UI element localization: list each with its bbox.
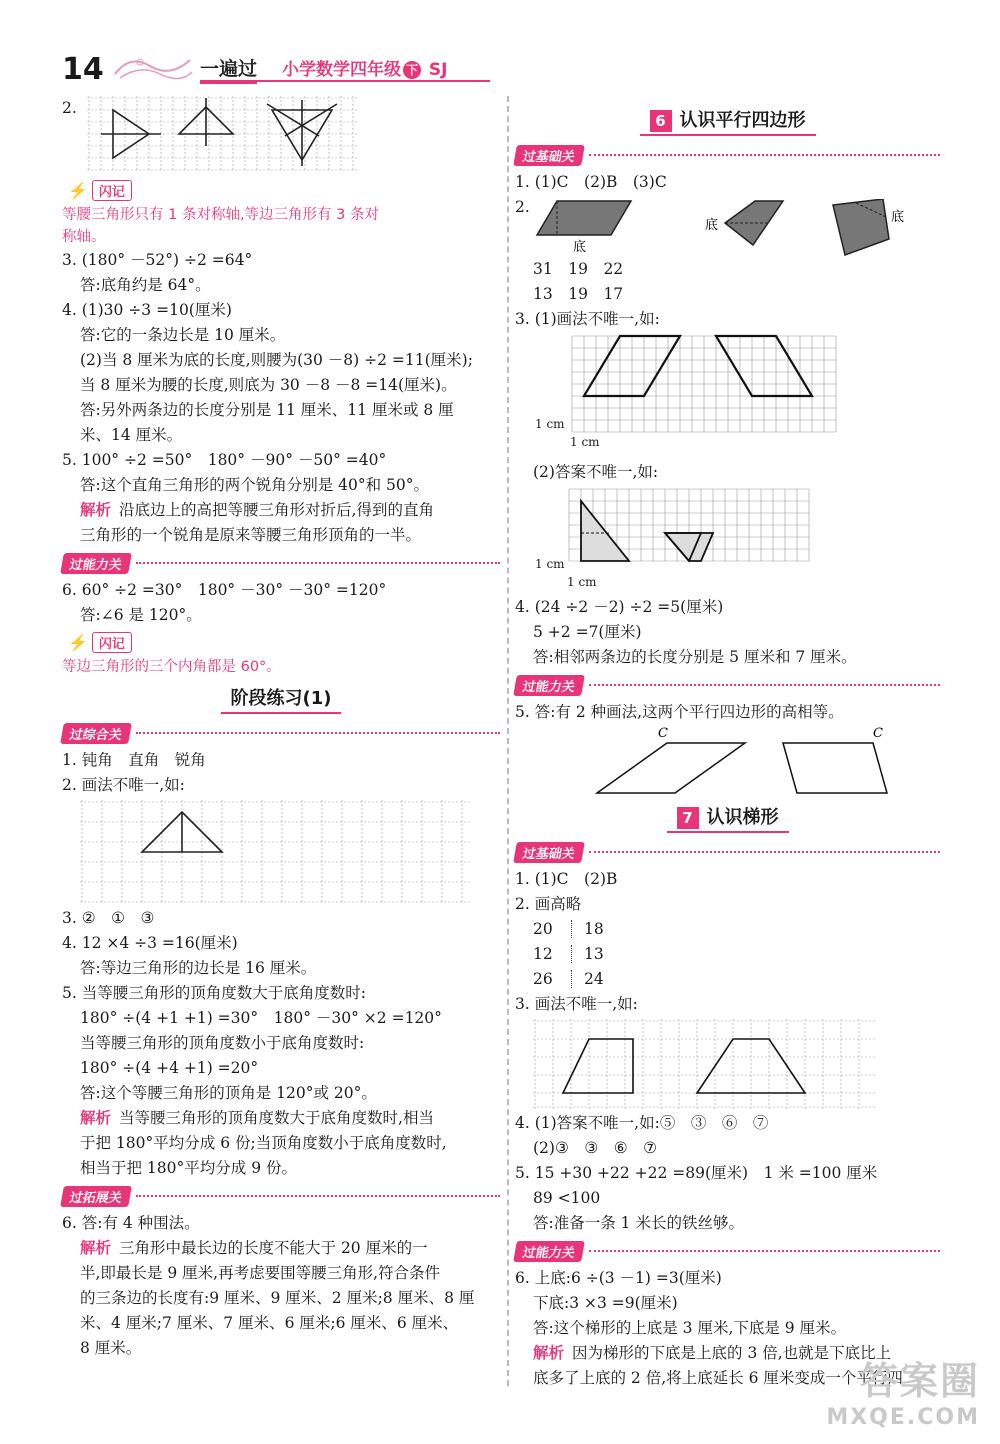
lightning-icon: ⚡: [68, 180, 88, 200]
s5-case2: 当等腰三角形的顶角度数小于底角度数时:: [80, 1034, 365, 1052]
point-c-label-1: C: [658, 726, 668, 741]
analysis-label: 解析: [80, 501, 112, 519]
point-c-label-2: C: [873, 726, 883, 741]
subject-title: [282, 55, 448, 80]
s5-analysis-b: 于把 180°平均分成 6 份;当顶角度数小于底角度数时,: [80, 1134, 447, 1152]
q5-analysis: [62, 498, 500, 523]
t6-calc: 下底:3 ×3 =9(厘米): [533, 1294, 678, 1312]
flash-label: 闪记: [92, 632, 132, 653]
tag-rule: [589, 684, 940, 686]
q4-part2-answer-b: 米、14 厘米。: [80, 426, 183, 444]
section-6-title: [515, 106, 940, 136]
unit-label-v2: 1 cm: [535, 557, 565, 571]
s6-analysis-d: 米、4 厘米;7 厘米、7 厘米、6 厘米;6 厘米、6 厘米、: [80, 1314, 459, 1332]
edition-label: SJ: [428, 60, 448, 80]
r4: 4. (24 ÷2 －2) ÷2 =5(厘米): [515, 598, 724, 616]
q4-part2-answer: 答:另外两条边的长度分别是 11 厘米、11 厘米或 8 厘: [80, 401, 454, 419]
q3-answer: 答:底角约是 64°。: [80, 276, 211, 294]
flash-note-1b: 称轴。: [62, 229, 106, 245]
t4: 4. (1)答案不唯一,如:⑤ ③ ⑥ ⑦: [515, 1114, 769, 1132]
q4-answer: 答:它的一条边长是 10 厘米。: [80, 326, 286, 344]
s4: 4. 12 ×4 ÷3 =16(厘米): [62, 934, 238, 952]
s5-analysis: [62, 1106, 500, 1131]
section-6-number: 6: [650, 110, 672, 132]
t5: 5. 15 +30 +22 +22 =89(厘米) 1 米 =100 厘米: [515, 1164, 878, 1182]
q5-analysis-text: 沿底边上的高把等腰三角形对折后,得到的直角: [119, 501, 434, 519]
r3-part2: (2)答案不唯一,如:: [533, 463, 659, 481]
r5: 5. 答:有 2 种画法,这两个平行四边形的高相等。: [515, 703, 844, 721]
subject-name: 小学数学四年级: [282, 60, 401, 80]
t3: 3. 画法不唯一,如:: [515, 995, 638, 1013]
tag-rule: [136, 562, 500, 564]
s1: 1. 钝角 直角 锐角: [62, 751, 206, 769]
t2-row1: 20 18: [533, 920, 604, 938]
two-parallelograms-figure: [585, 725, 945, 797]
r1: 1. (1)C (2)B (3)C: [515, 173, 667, 191]
tag-label: 过基础关: [513, 145, 585, 166]
q6: 6. 60° ÷2 =30° 180° －30° －30° =120°: [62, 581, 387, 599]
s6-analysis-b: 半,即最长是 9 厘米,再考虑要围等腰三角形,符合条件: [80, 1264, 440, 1282]
page-header: [0, 0, 1000, 90]
r3: 3. (1)画法不唯一,如:: [515, 310, 660, 328]
watermark: [826, 1350, 980, 1430]
s5-calc2: 180° ÷(4 +4 +1) =20°: [80, 1059, 259, 1077]
page-number: 14: [62, 52, 104, 87]
analysis-label: 解析: [80, 1239, 112, 1257]
tag-label: 过基础关: [513, 842, 585, 863]
t6-analysis-text: 因为梯形的下底是上底的 3 倍,也就是下底比上: [572, 1344, 892, 1362]
tag-extension: [62, 1183, 500, 1209]
tag-rule: [136, 732, 500, 734]
trapezoid-grid: [533, 1019, 878, 1109]
parallelogram-grid-2: [567, 487, 817, 573]
lightning-icon: ⚡: [68, 632, 88, 652]
q4-part2b: 当 8 厘米为腰的长度,则底为 30 －8 －8 =14(厘米)。: [80, 376, 457, 394]
tag-basic-2: [515, 839, 940, 865]
r3-grid-2: [515, 485, 940, 595]
section-7-name: 认识梯形: [706, 807, 779, 828]
r3-grid-1: [515, 332, 940, 460]
analysis-label: 解析: [533, 1344, 565, 1362]
t6-analysis-b: 底多了上底的 2 倍,将上底延长 6 厘米变成一个平行四: [533, 1369, 903, 1387]
t2: 2. 画高略: [515, 895, 582, 913]
triangle-symmetry-grid: [87, 96, 362, 174]
r2-row1: 31 19 22: [533, 260, 624, 278]
tag-rule: [589, 154, 940, 156]
parallelogram-heights-figure: [533, 199, 913, 257]
tag-label: 过拓展关: [60, 1186, 132, 1207]
r2-label: 2.: [515, 198, 530, 216]
q3: 3. (180° －52°) ÷2 =64°: [62, 251, 253, 269]
s5-calc1: 180° ÷(4 +1 +1) =30° 180° －30° ×2 =120°: [80, 1009, 442, 1027]
flash-note-tag-2: [68, 630, 500, 654]
s4-answer: 答:等边三角形的边长是 16 厘米。: [80, 959, 317, 977]
analysis-label: 解析: [80, 1109, 112, 1127]
flash-note-tag-1: [68, 178, 500, 202]
q2-block: [62, 92, 500, 176]
q5-answer: 答:这个直角三角形的两个锐角分别是 40°和 50°。: [80, 476, 430, 494]
header-underline: [200, 80, 490, 82]
section-7-number: 7: [677, 807, 699, 829]
t6: 6. 上底:6 ÷(3 －1) =3(厘米): [515, 1269, 722, 1287]
brand-logo: 一遍过: [200, 54, 257, 84]
t5-compare: 89 <100: [533, 1189, 601, 1207]
tag-ability-1: [62, 550, 500, 576]
parallelogram-grid-1: [570, 334, 840, 444]
watermark-line-2: MXQE.COM: [826, 1405, 980, 1430]
tag-rule: [589, 851, 940, 853]
stage-practice-title: 阶段练习(1): [62, 684, 500, 714]
q4: 4. (1)30 ÷3 =10(厘米): [62, 301, 232, 319]
q5-analysis-b: 三角形的一个锐角是原来等腰三角形顶角的一半。: [80, 526, 422, 544]
base-label-1: 底: [573, 240, 587, 255]
s5-analysis-c: 相当于把 180°平均分成 9 份。: [80, 1159, 297, 1177]
q6-answer: 答:∠6 是 120°。: [80, 606, 202, 624]
term-badge: 下: [403, 61, 421, 79]
s3: 3. ② ① ③: [62, 909, 155, 927]
watermark-line-1: 答案圈: [859, 1359, 980, 1403]
left-column: [62, 92, 500, 1361]
flash-note-1: 等腰三角形只有 1 条对称轴,等边三角形有 3 条对: [62, 207, 379, 223]
tag-basic-1: [515, 142, 940, 168]
base-label-3: 底: [891, 210, 905, 225]
t4-part2: (2)③ ③ ⑥ ⑦: [533, 1139, 658, 1157]
s6-analysis: [62, 1236, 500, 1261]
s5-answer: 答:这个等腰三角形的顶角是 120°或 20°。: [80, 1084, 377, 1102]
s2-triangle-grid: [80, 800, 475, 904]
s6-analysis-c: 的三条边的长度有:9 厘米、9 厘米、2 厘米;8 厘米、8 厘: [80, 1289, 475, 1307]
t5-answer: 答:准备一条 1 米长的铁丝够。: [533, 1214, 744, 1232]
s6-analysis-e: 8 厘米。: [80, 1339, 142, 1357]
unit-label-v1: 1 cm: [535, 417, 565, 431]
tag-rule: [136, 1195, 500, 1197]
unit-label-h1: 1 cm: [570, 435, 600, 449]
q2-label: 2.: [62, 99, 77, 117]
r2-block: [515, 195, 940, 257]
column-divider: [507, 96, 509, 1386]
q5: 5. 100° ÷2 =50° 180° －90° －50° =40°: [62, 451, 387, 469]
section-7-title: [515, 803, 940, 833]
r4-calc: 5 +2 =7(厘米): [533, 623, 642, 641]
tag-rule: [589, 1250, 940, 1252]
t6-answer: 答:这个梯形的上底是 3 厘米,下底是 9 厘米。: [533, 1319, 847, 1337]
t2-row3: 26 24: [533, 970, 604, 988]
s6-analysis-text: 三角形中最长边的长度不能大于 20 厘米的一: [119, 1239, 428, 1257]
flash-note-2: 等边三角形的三个内角都是 60°。: [62, 659, 281, 675]
tag-label: 过能力关: [513, 675, 585, 696]
t1: 1. (1)C (2)B: [515, 870, 618, 888]
t2-row2: 12 13: [533, 945, 604, 963]
s6: 6. 答:有 4 种围法。: [62, 1214, 200, 1232]
tag-label: 过综合关: [60, 723, 132, 744]
r2-row2: 13 19 17: [533, 285, 624, 303]
section-6-name: 认识平行四边形: [679, 110, 806, 131]
tag-comprehensive: [62, 720, 500, 746]
r5-figure: [515, 725, 940, 797]
s2: 2. 画法不唯一,如:: [62, 776, 185, 794]
tag-ability-3: [515, 1238, 940, 1264]
base-label-2: 底: [705, 218, 719, 233]
tag-label: 过能力关: [60, 553, 132, 574]
decorative-swirl-icon: [110, 50, 195, 82]
right-column: [515, 92, 940, 1391]
flash-label: 闪记: [92, 180, 132, 201]
tag-ability-2: [515, 672, 940, 698]
s5: 5. 当等腰三角形的顶角度数大于底角度数时:: [62, 984, 366, 1002]
tag-label: 过能力关: [513, 1241, 585, 1262]
unit-label-h2: 1 cm: [567, 575, 597, 589]
r4-answer: 答:相邻两条边的长度分别是 5 厘米和 7 厘米。: [533, 648, 857, 666]
q4-part2: (2)当 8 厘米为底的长度,则腰为(30 －8) ÷2 =11(厘米);: [80, 351, 473, 369]
s5-analysis-text: 当等腰三角形的顶角度数大于底角度数时,相当: [119, 1109, 434, 1127]
